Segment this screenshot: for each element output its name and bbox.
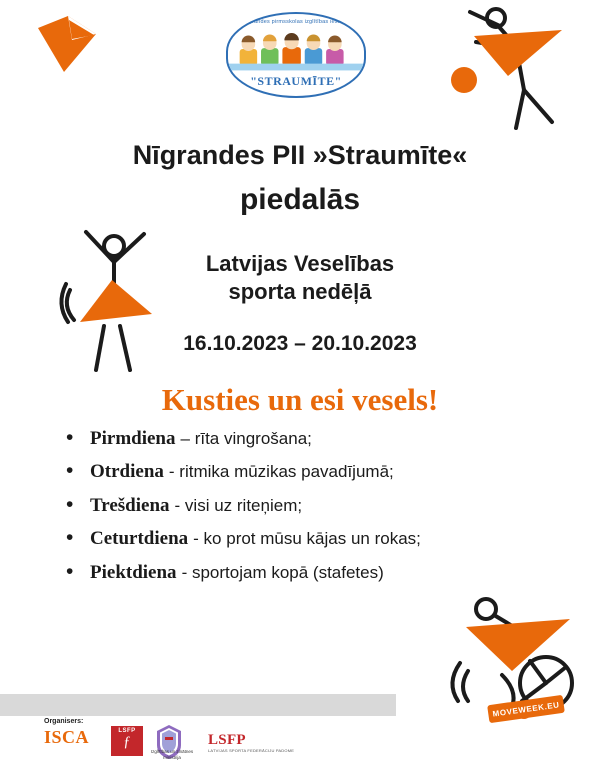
day-name: Pirmdiena [90, 428, 176, 449]
day-description: - ko prot mūsu kājas un rokas; [193, 529, 421, 549]
children-illustration-icon [228, 31, 364, 71]
organisers-label: Organisers: [44, 718, 84, 725]
logo-top-text: Nīgrandes pirmsskolas izglītības iestāde [242, 19, 350, 25]
day-description: - sportojam kopā (stafetes) [181, 562, 384, 582]
orange-ribbon-decoration [36, 14, 98, 76]
moveweek-badge: MOVEWEEK.EU [487, 695, 565, 723]
lsfp-logo-text: LSFP [208, 732, 246, 748]
day-description: - ritmika mūzikas pavadījumā; [168, 462, 394, 482]
event-dates: 16.10.2023 – 20.10.2023 [183, 332, 417, 355]
day-name: Otrdiena [90, 461, 164, 483]
event-title-line-2: sporta nedēļā [228, 279, 372, 305]
footer-divider-bar [0, 694, 396, 716]
lsfp-logo-subtitle: LATVIJAS SPORTA FEDERĀCIJU PADOME [208, 748, 295, 753]
sports-federation-badge-glyph: ƒ [123, 734, 131, 750]
logo-name-text: "STRAUMĪTE" [250, 74, 342, 88]
event-title-line-1: Latvijas Veselības [205, 251, 395, 276]
schedule-list [62, 428, 542, 595]
isca-logo: ISCA [44, 727, 90, 747]
slogan-text: Kusties un esi vesels! [161, 382, 439, 417]
list-item [62, 528, 542, 550]
list-item [62, 495, 542, 517]
day-name: Trešdiena [90, 494, 170, 516]
list-item [62, 461, 542, 483]
day-description: - visi uz riteņiem; [174, 495, 303, 515]
list-item [62, 428, 542, 450]
organisers-block [44, 718, 304, 764]
page-subtitle: piedalās [239, 183, 361, 216]
day-name: Ceturtdiena [90, 528, 189, 550]
ministry-caption: Izglītības un zinātnes ministrija [150, 749, 194, 761]
sports-federation-badge [111, 726, 143, 756]
basketball-player-illustration [412, 2, 582, 137]
day-description: – rīta vingrošana; [180, 429, 312, 448]
event-title [0, 250, 600, 306]
sports-federation-badge-top: LSFP [118, 728, 136, 734]
kindergarten-logo [226, 12, 366, 98]
page-title: Nīgrandes PII »Straumīte« [132, 140, 468, 170]
day-name: Piektdiena [90, 561, 177, 583]
